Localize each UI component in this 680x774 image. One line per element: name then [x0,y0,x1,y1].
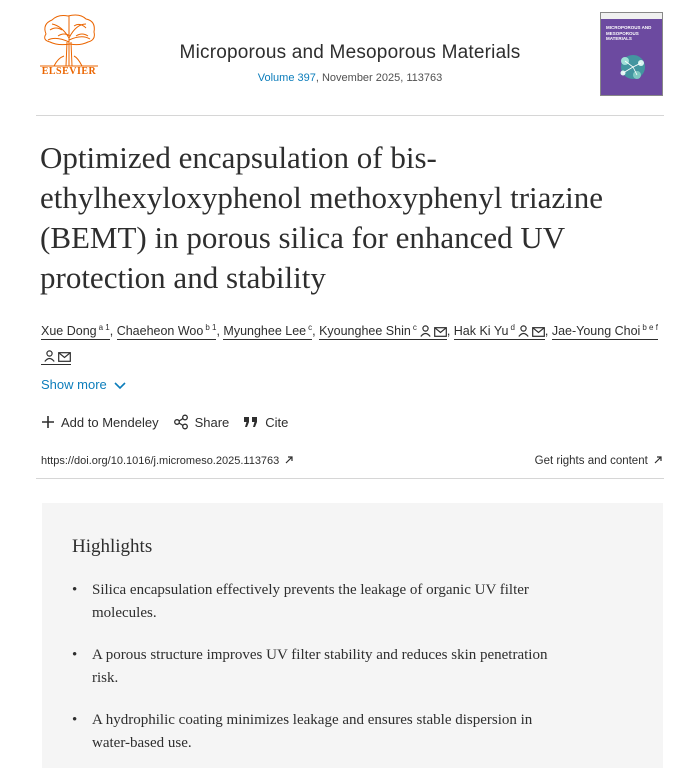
external-link-arrow-icon [654,456,662,464]
share-icon [173,414,189,430]
author-link[interactable] [41,324,110,340]
cover-title: MICROPOROUS AND MESOPOROUS MATERIALS [606,25,652,41]
content-divider [36,478,664,479]
affiliation-marker: c [412,323,417,332]
highlights-panel [42,503,663,768]
cite-label: Cite [265,414,289,430]
person-icon [518,322,529,345]
person-icon [44,347,55,370]
header-divider [36,115,664,116]
highlights-list [72,579,572,774]
mail-icon [58,347,71,370]
mendeley-label: Add to Mendeley [61,414,159,430]
cite-button[interactable] [243,414,288,430]
highlight-item: • Silica encapsulation effectively prevents the leakage of organic UV filter molecules. [72,579,572,625]
chevron-down-icon [114,382,126,390]
journal-title[interactable]: Microporous and Mesoporous Materials [179,42,521,63]
affiliation-marker: d [510,323,515,332]
highlight-item: • A porous structure improves UV filter stability and reduces skin penetration risk. [72,644,572,690]
share-button[interactable] [173,414,230,430]
share-label: Share [194,414,230,430]
author-separator: , [109,324,117,339]
get-rights-link[interactable] [535,455,662,467]
affiliation-marker: c [308,323,313,332]
external-link-arrow-icon [285,456,293,464]
person-icon [420,322,431,345]
journal-cover-image[interactable] [600,12,663,96]
author-separator: , [544,324,552,339]
author-link[interactable] [319,324,447,340]
highlights-heading: Highlights [72,536,153,557]
author-list [41,316,661,370]
author-link[interactable] [117,324,217,340]
author-link[interactable] [223,324,312,340]
add-to-mendeley-button[interactable] [41,414,159,430]
rights-text: Get rights and content [534,455,648,467]
volume-link[interactable]: Volume 397 [257,72,316,84]
author-name: Jae-Young Choi [551,324,641,339]
author-separator: , [446,324,454,339]
author-name: Xue Dong [41,324,97,339]
show-more-button[interactable] [41,377,126,392]
author-name: Hak Ki Yu [453,324,509,339]
author-name: Myunghee Lee [223,324,307,339]
cover-molecule-art-icon [611,47,655,87]
plus-icon [41,415,55,429]
highlight-item: • A hydrophilic coating minimizes leakage and ensures stable dispersion in water-based use. [72,709,572,755]
journal-meta [120,72,580,84]
issue-date-article-number: , November 2025, 113763 [315,72,443,84]
affiliation-marker: a 1 [98,323,110,332]
show-more-label: Show more [41,377,107,392]
author-separator: , [312,324,320,339]
doi-link[interactable] [41,455,293,467]
author-name: Kyounghee Shin [319,324,411,339]
author-separator: , [216,324,224,339]
article-actions [41,414,302,430]
article-title: Optimized encapsulation of bis-ethylhexyloxyphenol methoxyphenyl triazine (BEMT) in porous silica for enhanced UV protection and stability [40,140,604,295]
mail-icon [532,322,545,345]
quote-icon [243,416,259,428]
author-name: Chaeheon Woo [116,324,204,339]
mail-icon [434,322,447,345]
doi-text: https://doi.org/10.1016/j.micromeso.2025.113763 [41,455,280,467]
affiliation-marker: b e f [642,323,658,332]
affiliation-marker: b 1 [205,323,217,332]
author-link[interactable] [454,324,545,340]
publisher-wordmark[interactable]: ELSEVIER [41,66,97,77]
